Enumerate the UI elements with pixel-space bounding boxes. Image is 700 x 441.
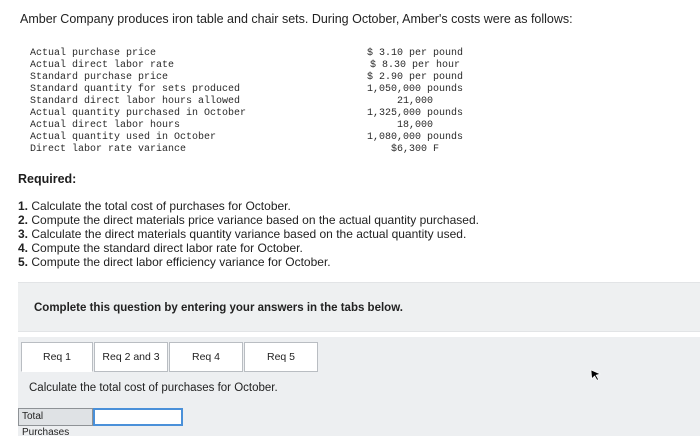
list-item <box>18 227 479 241</box>
data-row <box>30 48 480 60</box>
requirement-text: Compute the standard direct labor rate for October. <box>31 241 303 255</box>
banner-text: Complete this question by entering your answers in the tabs below. <box>34 302 403 314</box>
data-value: 1,050,000 pounds <box>366 84 463 95</box>
total-purchases-input[interactable] <box>93 408 183 426</box>
data-value: 1,325,000 pounds <box>366 108 463 119</box>
data-label: Direct labor rate variance <box>30 144 187 155</box>
requirement-number: 2. <box>18 213 29 227</box>
data-value: 1,080,000 pounds <box>366 132 463 143</box>
requirement-text: Calculate the total cost of purchases for October. <box>31 199 291 213</box>
data-label: Actual direct labor rate <box>30 60 175 71</box>
data-row <box>30 108 480 120</box>
data-value: $ 8.30 per hour <box>369 60 460 71</box>
data-row <box>30 84 480 96</box>
data-value: 18,000 <box>396 120 433 131</box>
requirement-number: 4. <box>18 241 29 255</box>
tab-req-4[interactable]: Req 4 <box>169 342 243 372</box>
data-value: $ 2.90 per pound <box>366 72 463 83</box>
tab-instruction: Calculate the total cost of purchases for October. <box>29 382 278 394</box>
list-item <box>18 199 479 213</box>
data-row <box>30 60 480 72</box>
data-label: Standard purchase price <box>30 72 169 83</box>
data-row <box>30 72 480 84</box>
data-row <box>30 120 480 132</box>
data-row <box>30 144 480 156</box>
data-label: Standard quantity for sets produced <box>30 84 241 95</box>
cost-data-table <box>30 48 480 156</box>
requirement-number: 1. <box>18 199 29 213</box>
problem-intro: Amber Company produces iron table and chair sets. During October, Amber's costs were as follows: <box>20 12 573 26</box>
data-value: $6,300 F <box>390 144 439 155</box>
tab-req-5[interactable]: Req 5 <box>244 342 318 372</box>
data-label: Actual direct labor hours <box>30 120 181 131</box>
requirement-text: Compute the direct labor efficiency variance for October. <box>31 255 331 269</box>
requirement-text: Compute the direct materials price variance based on the actual quantity purchased. <box>31 213 479 227</box>
data-row <box>30 96 480 108</box>
data-label: Actual purchase price <box>30 48 157 59</box>
tab-req-1[interactable]: Req 1 <box>21 342 93 372</box>
requirement-number: 5. <box>18 255 29 269</box>
data-value: $ 3.10 per pound <box>366 48 463 59</box>
requirement-number: 3. <box>18 227 29 241</box>
requirements-list <box>18 199 479 269</box>
data-label: Standard direct labor hours allowed <box>30 96 241 107</box>
list-item <box>18 255 479 269</box>
tab-req-2-and-3[interactable]: Req 2 and 3 <box>94 342 168 372</box>
answer-tabs-panel <box>18 337 700 436</box>
mouse-pointer-icon <box>589 369 601 381</box>
list-item <box>18 241 479 255</box>
required-heading: Required: <box>18 172 77 186</box>
requirement-text: Calculate the direct materials quantity variance based on the actual quantity used. <box>31 227 467 241</box>
instructions-banner <box>18 282 700 332</box>
list-item <box>18 213 479 227</box>
data-value: 21,000 <box>396 96 433 107</box>
total-purchases-label: Total Purchases <box>18 408 93 426</box>
data-row <box>30 132 480 144</box>
data-label: Actual quantity used in October <box>30 132 217 143</box>
data-label: Actual quantity purchased in October <box>30 108 247 119</box>
